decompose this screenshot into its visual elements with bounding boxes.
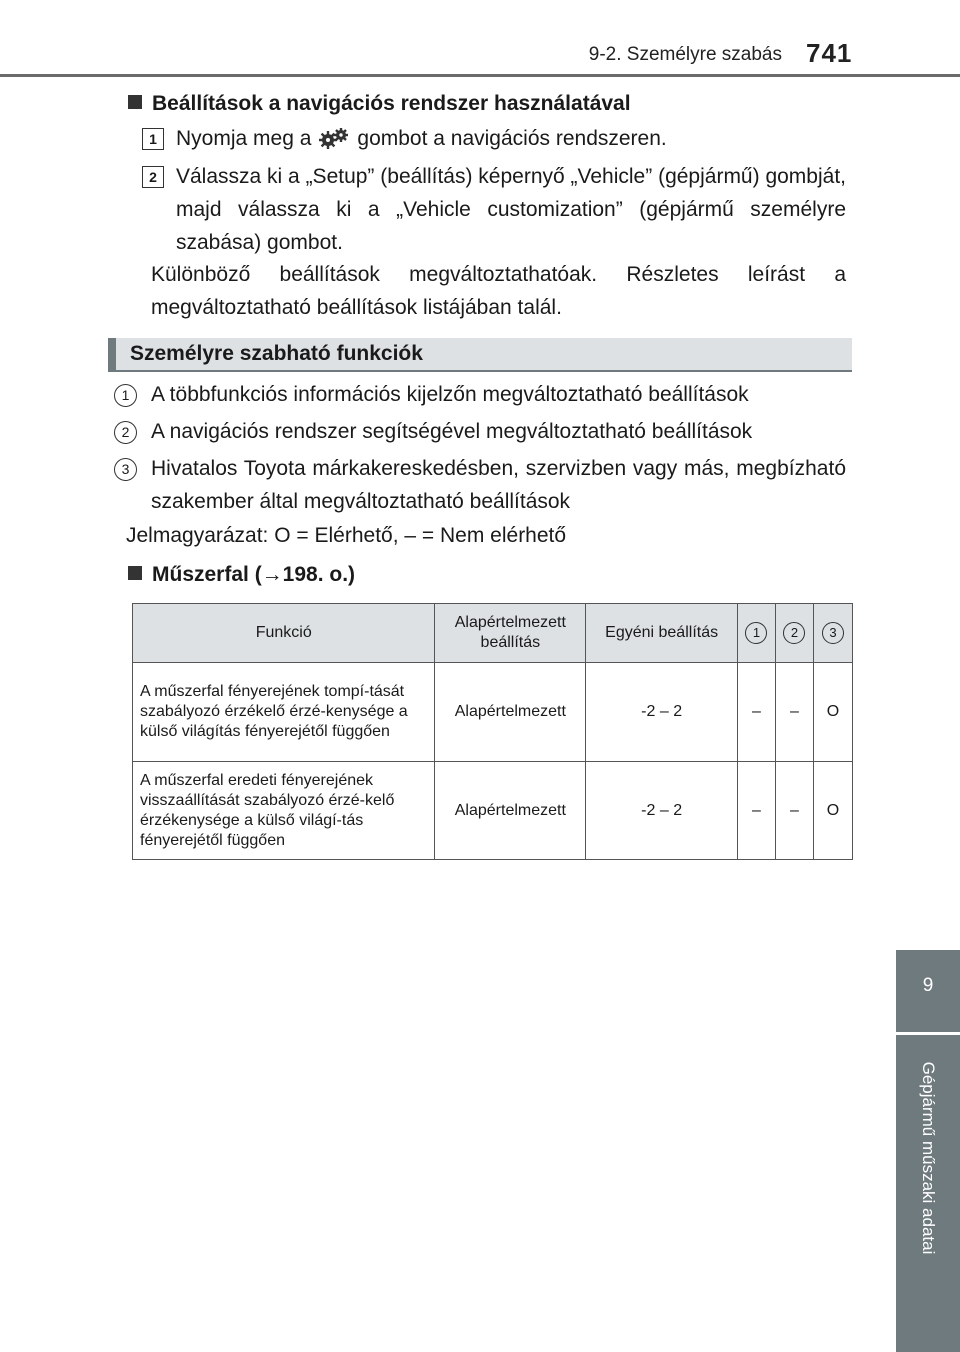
table-header-row <box>133 604 853 663</box>
header-col-1: 1 <box>737 604 775 663</box>
header-function: Funkció <box>133 604 435 663</box>
square-bullet-icon <box>128 95 142 109</box>
header-col-2: 2 <box>775 604 813 663</box>
cell-c3: O <box>813 663 852 762</box>
cell-c1: – <box>737 663 775 762</box>
item-number-3: 3 <box>114 458 137 481</box>
cell-default: Alapértelmezett <box>435 663 586 762</box>
cell-c2: – <box>775 762 813 860</box>
cell-custom: -2 – 2 <box>586 663 738 762</box>
item-1-text: A többfunkciós információs kijelzőn megváltoztatható beállítások <box>151 383 749 406</box>
item-3-text: Hivatalos Toyota márkakereskedésben, szervizben vagy más, megbízható szakember által megváltoztatható beállítások <box>151 457 846 513</box>
step-number-1: 1 <box>142 128 164 150</box>
cell-c1: – <box>737 762 775 860</box>
chapter-tab-title: Gépjármű műszaki adatai <box>919 1061 938 1255</box>
section-title-box <box>108 338 852 372</box>
header-default: Alapértelmezett beállítás <box>435 604 586 663</box>
item-number-1: 1 <box>114 384 137 407</box>
legend-text: Jelmagyarázat: O = Elérhető, – = Nem elérhető <box>126 524 567 547</box>
square-bullet-icon <box>128 566 142 580</box>
item-number-2: 2 <box>114 421 137 444</box>
table-row <box>133 663 853 762</box>
chapter-tab-number: 9 <box>896 950 960 1032</box>
cell-function: A műszerfal fényerejének tompí-tását szabályozó érzékelő érzé-kenysége a külső világítás fényerejétől függően <box>133 663 435 762</box>
settings-table <box>132 603 853 860</box>
cell-default: Alapértelmezett <box>435 762 586 860</box>
item-2-text: A navigációs rendszer segítségével megváltoztatható beállítások <box>151 420 753 443</box>
nav-settings-note: Különböző beállítások megváltoztathatóak. Részletes leírást a megváltoztatható beállítások listájában talál. <box>151 263 846 319</box>
page-number: 741 <box>806 38 853 68</box>
step-1-text: Nyomja meg a gombot a navigációs rendszeren. <box>176 122 846 159</box>
cell-c2: – <box>775 663 813 762</box>
header-section-title: 9-2. Személyre szabás <box>588 44 782 65</box>
cell-custom: -2 – 2 <box>586 762 738 860</box>
section-title: Személyre szabható funkciók <box>130 342 423 365</box>
step-2-text: Válassza ki a „Setup” (beállítás) képernyő „Vehicle” (gépjármű) gombját, majd válassza ki a „Vehicle customization” (gépjármű személyre szabása) gombot. <box>176 165 846 254</box>
nav-settings-heading: Beállítások a navigációs rendszer használatával <box>128 92 631 116</box>
cell-c3: O <box>813 762 852 860</box>
dashboard-heading: Műszerfal (→198. o.) <box>128 563 355 587</box>
step-number-2: 2 <box>142 166 164 188</box>
header-custom: Egyéni beállítás <box>586 604 738 663</box>
table-row <box>133 762 853 860</box>
cell-function: A műszerfal eredeti fényerejének visszaállítását szabályozó érzé-kelő érzékenysége a külső világí-tás fényerejétől függően <box>133 762 435 860</box>
gear-icon <box>317 126 351 159</box>
header-divider <box>0 74 960 77</box>
header-col-3: 3 <box>813 604 852 663</box>
